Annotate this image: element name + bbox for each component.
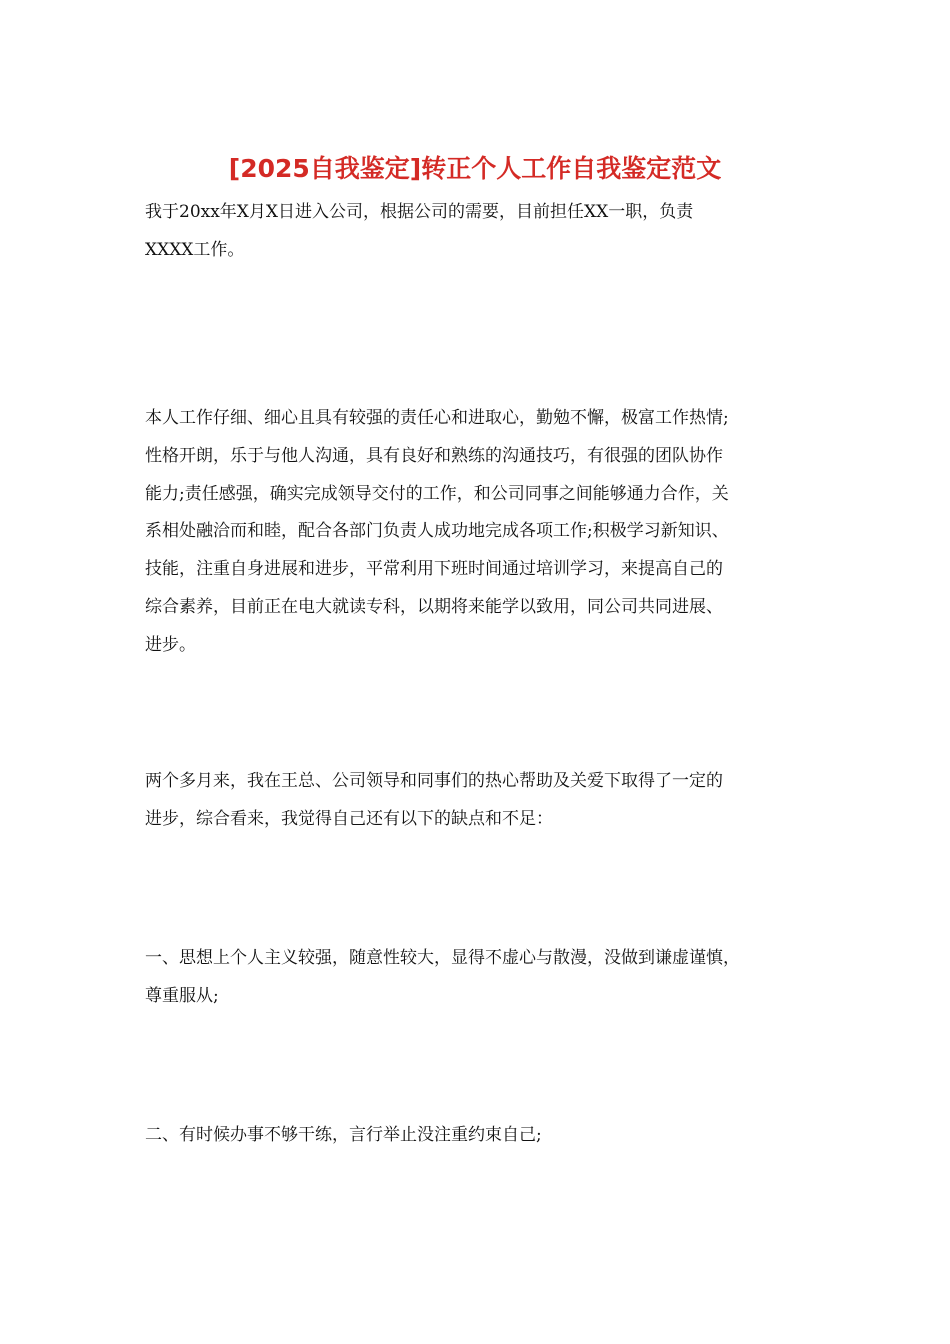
paragraph-line: 能力;责任感强，确实完成领导交付的工作，和公司同事之间能够通力合作，关 xyxy=(145,483,729,504)
paragraph-line: 二、有时候办事不够干练，言行举止没注重约束自己; xyxy=(145,1125,542,1145)
paragraph-line: 本人工作仔细、细心且具有较强的责任心和进取心，勤勉不懈，极富工作热情; xyxy=(145,408,729,428)
paragraph-self-assessment xyxy=(145,400,825,665)
paragraph-line: 性格开朗，乐于与他人沟通，具有良好和熟练的沟通技巧，有很强的团队协作 xyxy=(145,445,723,466)
paragraph-line: 进步。 xyxy=(145,634,196,655)
paragraph-intro xyxy=(145,194,825,270)
paragraph-line: 系相处融洽而和睦，配合各部门负责人成功地完成各项工作;积极学习新知识、 xyxy=(145,521,729,542)
paragraph-progress xyxy=(145,763,825,839)
paragraph-line: 综合素养，目前正在电大就读专科，以期将来能学以致用，同公司共同进展、 xyxy=(145,596,723,617)
paragraph-line: 我于20xx年X月X日进入公司，根据公司的需要，目前担任XX一职，负责 xyxy=(145,202,694,222)
paragraph-line: 两个多月来，我在王总、公司领导和同事们的热心帮助及关爱下取得了一定的 xyxy=(145,771,723,791)
paragraph-shortcoming-2 xyxy=(145,1117,825,1155)
paragraph-line: XXXX工作。 xyxy=(145,239,245,260)
document-title: [2025自我鉴定]转正个人工作自我鉴定范文 xyxy=(228,154,722,183)
paragraph-line: 进步，综合看来，我觉得自己还有以下的缺点和不足： xyxy=(145,808,553,829)
paragraph-line: 技能，注重自身进展和进步，平常利用下班时间通过培训学习，来提高自己的 xyxy=(145,559,723,580)
paragraph-line: 尊重服从; xyxy=(145,985,219,1006)
paragraph-shortcoming-1 xyxy=(145,940,825,1016)
paragraph-line: 一、思想上个人主义较强，随意性较大，显得不虚心与散漫，没做到谦虚谨慎， xyxy=(145,948,740,968)
